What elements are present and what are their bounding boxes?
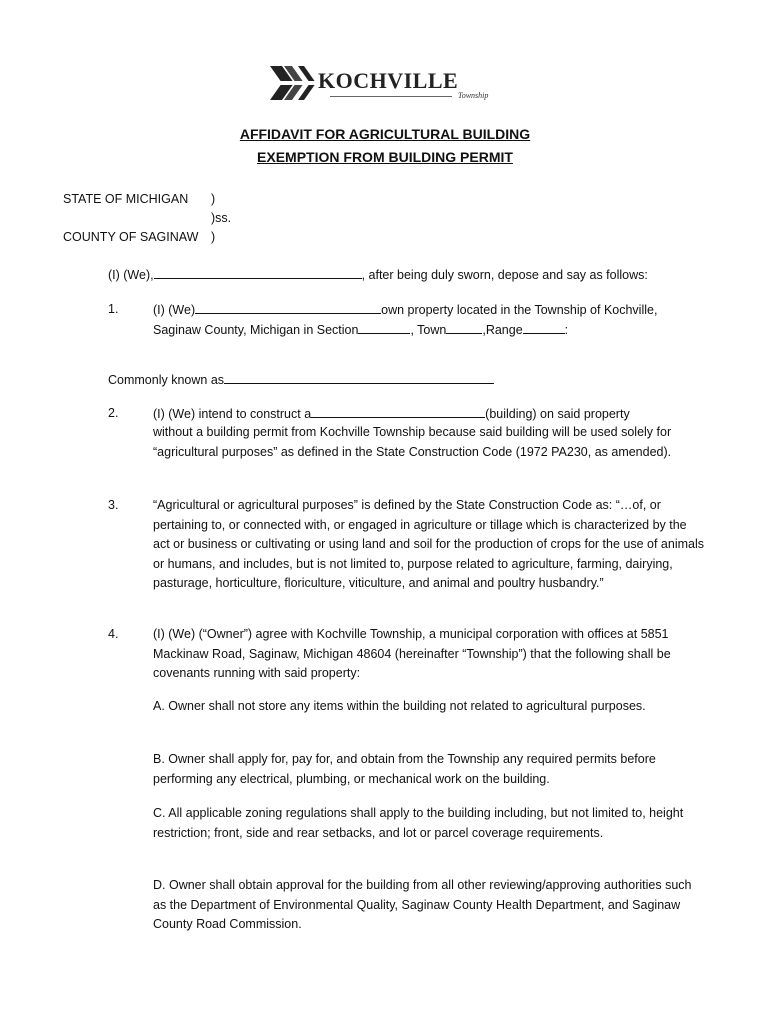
venue-paren-2: ) xyxy=(211,230,216,244)
item1-line1 xyxy=(153,300,657,321)
item4-number: 4. xyxy=(108,627,119,641)
item1-text: own property located in the Township of Kochville, xyxy=(381,303,658,317)
venue-state: STATE OF MICHIGAN xyxy=(63,192,189,206)
covenant-a: A. Owner shall not store any items within the building not related to agricultural purposes. xyxy=(153,699,646,713)
item1-number: 1. xyxy=(108,302,119,316)
range-blank[interactable] xyxy=(523,320,565,334)
covenant-d: D. Owner shall obtain approval for the building from all other reviewing/approving authorities such as the Department of Environmental Quality, Saginaw County Health Department, and Saginaw County Road Commission. xyxy=(153,878,692,931)
affiant-name-blank[interactable] xyxy=(154,265,362,279)
logo-tagline: Township xyxy=(458,91,489,100)
commonly-known-label: Commonly known as xyxy=(108,373,225,387)
item1-section-label: Saginaw County, Michigan in Section xyxy=(153,323,359,337)
item2-number: 2. xyxy=(108,406,119,420)
item1-line2 xyxy=(153,320,568,341)
covenant-c: C. All applicable zoning regulations shall apply to the building including, but not limited to, height restriction; front, side and rear setbacks, and lot or parcel coverage requirements. xyxy=(153,806,684,840)
owner-name-blank[interactable] xyxy=(195,300,381,314)
building-blank[interactable] xyxy=(311,404,485,418)
logo-rule xyxy=(330,96,452,97)
document-title-line1: AFFIDAVIT FOR AGRICULTURAL BUILDING xyxy=(239,126,531,142)
item1-colon: : xyxy=(564,323,569,337)
section-blank[interactable] xyxy=(358,320,410,334)
item1-town-label: , Town xyxy=(410,323,447,337)
item2-line1 xyxy=(153,404,630,425)
logo-name: KOCHVILLE xyxy=(318,68,459,93)
item2-body: without a building permit from Kochville Township because said building will be used solely for “agricultural purposes” as defined in the State Construction Code (1972 PA230, as amended). xyxy=(153,425,672,459)
town-blank[interactable] xyxy=(446,320,482,334)
intro-line xyxy=(108,265,648,286)
venue-county: COUNTY OF SAGINAW xyxy=(63,230,199,244)
item1-range-label: ,Range xyxy=(482,323,523,337)
item2-prefix: (I) (We) intend to construct a xyxy=(153,407,312,421)
item2-suffix: (building) on said property xyxy=(485,407,630,421)
item3-number: 3. xyxy=(108,498,119,512)
intro-suffix: , after being duly sworn, depose and say as follows: xyxy=(361,268,648,282)
common-address-blank[interactable] xyxy=(224,370,494,384)
intro-prefix: (I) (We), xyxy=(108,268,154,282)
covenant-b: B. Owner shall apply for, pay for, and obtain from the Township any required permits before performing any electrical, plumbing, or mechanical work on the building. xyxy=(153,752,656,786)
venue-paren-1: ) xyxy=(211,192,216,206)
township-logo xyxy=(270,66,500,106)
item1-prefix: (I) (We) xyxy=(153,303,196,317)
document-title-line2: EXEMPTION FROM BUILDING PERMIT xyxy=(257,149,513,165)
item4-body: (I) (We) (“Owner”) agree with Kochville Township, a municipal corporation with offices at 5851 Mackinaw Road, Saginaw, Michigan 48604 (hereinafter “Township”) that the following shall be covenants running with said property: xyxy=(153,627,671,680)
commonly-known-line xyxy=(108,370,494,391)
item3-body: “Agricultural or agricultural purposes” is defined by the State Construction Code as: “…of, or pertaining to, or connected with, or engaged in agriculture or tillage which is characterized by the act or business or cultivating or using land and soil for the production of crops for the use of animals or humans, and includes, but is not limited to, purpose related to agriculture, farming, dairying, pasturage, horticulture, floriculture, viticulture, and animal and poultry husbandry.” xyxy=(153,498,704,590)
venue-ss: )ss. xyxy=(211,211,232,225)
kochville-k-mark-icon xyxy=(270,66,324,100)
